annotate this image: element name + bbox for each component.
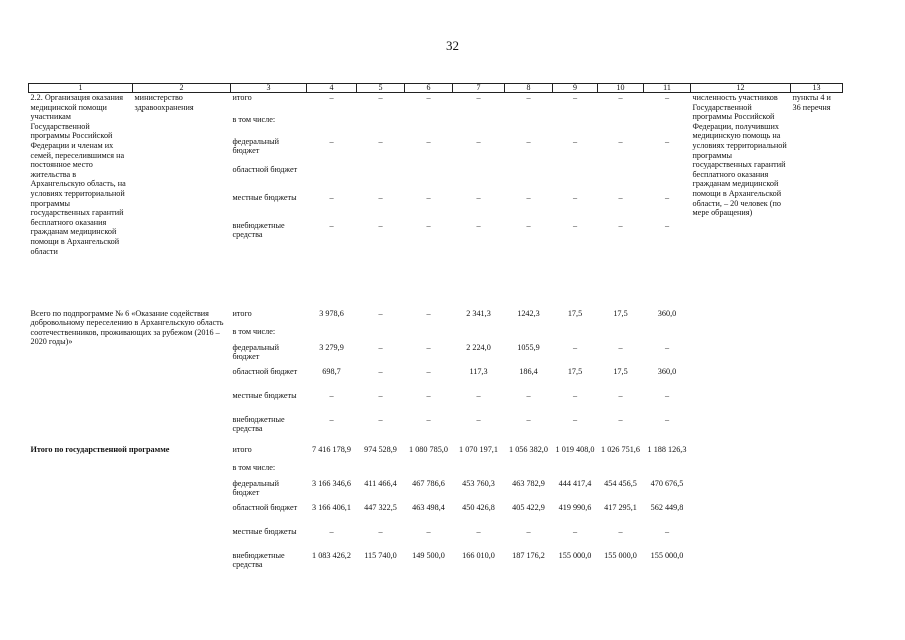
value-cell: – — [618, 414, 623, 424]
value-cell: – — [572, 342, 578, 352]
value-cell — [453, 115, 505, 137]
value-cell: 155 000,0 — [558, 550, 592, 560]
value-cell: – — [664, 342, 670, 352]
value-cell: 1 026 751,6 — [601, 444, 640, 454]
value-cell: 470 676,5 — [650, 478, 684, 488]
value-cell: – — [426, 390, 431, 400]
value-cell: – — [426, 136, 431, 146]
value-cell — [307, 327, 357, 343]
program-name: Итого по государственной программе — [30, 444, 170, 454]
value-cell: 186,4 — [519, 366, 538, 376]
value-cell — [644, 463, 691, 479]
funding-source-label: итого — [232, 308, 252, 318]
value-cell: – — [378, 136, 383, 146]
value-cell: – — [378, 342, 383, 352]
funding-source-label: областной бюджет — [232, 164, 298, 174]
value-cell: 166 010,0 — [462, 550, 495, 560]
funding-source-label: местные бюджеты — [232, 526, 297, 536]
value-cell: – — [572, 220, 578, 230]
value-cell — [598, 165, 644, 193]
value-cell: – — [378, 192, 383, 202]
program-name: 2.2. Организация оказания медицинской помощи участникам Государственной программы Российской Федерации и членам их семей, переселившимся на постоянное место жительства в Архангельскую область, на условиях территориальной программы государственных гарантий бесплатного оказания гражданам медицинской помощи в Архангельской области — [30, 93, 126, 256]
value-cell — [357, 115, 405, 137]
value-cell: – — [618, 390, 623, 400]
value-cell: – — [329, 136, 334, 146]
value-cell — [453, 165, 505, 193]
value-cell: 405 422,9 — [512, 502, 545, 512]
value-cell: 155 000,0 — [604, 550, 637, 560]
value-cell — [644, 165, 691, 193]
value-cell: – — [618, 192, 623, 202]
value-cell: 454 456,5 — [604, 478, 637, 488]
value-cell: 1 080 785,0 — [409, 444, 448, 454]
value-cell: – — [664, 136, 670, 146]
value-cell — [598, 115, 644, 137]
value-cell: – — [426, 308, 431, 318]
column-header: 2 — [133, 84, 231, 93]
value-cell — [453, 327, 505, 343]
value-cell: – — [378, 390, 383, 400]
value-cell: – — [526, 526, 531, 536]
value-cell: – — [572, 93, 578, 102]
column-header: 5 — [357, 84, 405, 93]
target-indicator: численность участников Государственной программы Российской Федерации, получивших медицинскую помощь на условиях территориальной программы государственных гарантий бесплатного оказания гражданам медицинской помощи в Архангельской области, – 20 человек (по мере обращения) — [692, 93, 787, 218]
column-header: 1 — [29, 84, 133, 93]
value-cell: 447 322,5 — [364, 502, 397, 512]
funding-source-label: областной бюджет — [232, 366, 298, 376]
value-cell — [598, 463, 644, 479]
funding-source-label: внебюджетные средства — [232, 220, 285, 240]
value-cell: 444 417,4 — [558, 478, 592, 488]
funding-source-label: в том числе: — [232, 114, 276, 124]
value-cell: – — [426, 366, 431, 376]
value-cell: – — [476, 390, 481, 400]
value-cell: 411 466,4 — [364, 478, 397, 488]
value-cell: – — [378, 93, 383, 102]
value-cell: – — [664, 414, 670, 424]
value-cell — [307, 115, 357, 137]
value-cell: 17,5 — [613, 366, 628, 376]
value-cell: – — [426, 192, 431, 202]
column-header: 10 — [598, 84, 644, 93]
executor: министерство здравоохранения — [134, 93, 194, 112]
value-cell: – — [572, 192, 578, 202]
target-indicator — [691, 439, 791, 575]
value-cell: – — [664, 220, 670, 230]
value-cell: 117,3 — [469, 366, 488, 376]
value-cell: 562 449,8 — [650, 502, 684, 512]
value-cell: – — [426, 526, 431, 536]
funding-source-label: внебюджетные средства — [232, 414, 285, 434]
value-cell: – — [526, 414, 531, 424]
value-cell: 3 279,9 — [319, 342, 344, 352]
value-cell: – — [664, 192, 670, 202]
value-cell — [357, 327, 405, 343]
value-cell: 419 990,6 — [558, 502, 592, 512]
value-cell — [453, 463, 505, 479]
value-cell — [357, 165, 405, 193]
reference — [791, 439, 843, 575]
column-header: 3 — [231, 84, 307, 93]
value-cell: 1242,3 — [517, 308, 540, 318]
value-cell: 1055,9 — [517, 342, 540, 352]
value-cell: 1 019 408,0 — [555, 444, 595, 454]
value-cell — [405, 327, 453, 343]
value-cell: 1 188 126,3 — [647, 444, 687, 454]
value-cell — [357, 463, 405, 479]
value-cell: – — [526, 136, 531, 146]
value-cell: – — [476, 414, 481, 424]
value-cell: 1 070 197,1 — [459, 444, 498, 454]
column-header: 12 — [691, 84, 791, 93]
value-cell: – — [329, 526, 334, 536]
value-cell: – — [664, 390, 670, 400]
value-cell — [553, 115, 598, 137]
value-cell — [505, 115, 553, 137]
value-cell: – — [329, 220, 334, 230]
funding-source-label: итого — [232, 93, 252, 102]
value-cell: – — [378, 414, 383, 424]
budget-table — [28, 83, 843, 575]
value-cell: – — [329, 414, 334, 424]
value-cell — [405, 115, 453, 137]
value-cell: 698,7 — [322, 366, 341, 376]
value-cell: – — [378, 366, 383, 376]
value-cell: 360,0 — [657, 366, 677, 376]
value-cell: – — [526, 192, 531, 202]
value-cell: – — [572, 390, 578, 400]
value-cell: 187 176,2 — [512, 550, 545, 560]
value-cell: 155 000,0 — [650, 550, 684, 560]
value-cell — [553, 165, 598, 193]
value-cell: – — [426, 342, 431, 352]
funding-source-label: местные бюджеты — [232, 192, 297, 202]
value-cell: – — [476, 526, 481, 536]
column-header: 9 — [553, 84, 598, 93]
value-cell: 3 166 346,6 — [312, 478, 351, 488]
funding-source-label: местные бюджеты — [232, 390, 297, 400]
column-header: 13 — [791, 84, 843, 93]
value-cell: 2 224,0 — [466, 342, 491, 352]
value-cell: – — [572, 136, 578, 146]
value-cell: – — [426, 93, 431, 102]
value-cell: – — [618, 93, 623, 102]
value-cell: – — [526, 93, 531, 102]
value-cell — [598, 327, 644, 343]
value-cell: 115 740,0 — [364, 550, 397, 560]
reference: пункты 4 и 36 перечня — [792, 93, 831, 112]
value-cell: – — [664, 526, 670, 536]
value-cell — [405, 463, 453, 479]
funding-source-label: в том числе: — [232, 462, 276, 472]
target-indicator — [691, 303, 791, 439]
value-cell: 17,5 — [567, 366, 583, 376]
value-cell: – — [426, 220, 431, 230]
value-cell: – — [572, 414, 578, 424]
value-cell: – — [476, 93, 481, 102]
value-cell: – — [329, 93, 334, 102]
program-name: Всего по подпрограмме № 6 «Оказание содействия добровольному переселению в Архангельскую область соотечественников, проживающих за рубежом (2016 – 2020 годы)» — [30, 308, 224, 347]
value-cell: – — [526, 220, 531, 230]
table-row — [29, 93, 843, 115]
value-cell: 149 500,0 — [412, 550, 445, 560]
page-number: 32 — [446, 38, 459, 53]
column-header: 7 — [453, 84, 505, 93]
value-cell — [505, 463, 553, 479]
funding-source-label: федеральный бюджет — [232, 478, 280, 498]
value-cell: – — [426, 414, 431, 424]
value-cell: 463 498,4 — [412, 502, 445, 512]
value-cell: 1 056 382,0 — [509, 444, 548, 454]
funding-source-label: федеральный бюджет — [232, 342, 280, 362]
value-cell: – — [378, 308, 383, 318]
value-cell: – — [476, 136, 481, 146]
value-cell: – — [378, 526, 383, 536]
value-cell: – — [378, 220, 383, 230]
value-cell — [505, 327, 553, 343]
table-row — [29, 303, 843, 327]
value-cell — [505, 165, 553, 193]
value-cell: 1 083 426,2 — [312, 550, 351, 560]
column-header: 6 — [405, 84, 453, 93]
value-cell: – — [618, 220, 623, 230]
value-cell: 360,0 — [657, 308, 677, 318]
value-cell — [307, 463, 357, 479]
value-cell — [644, 115, 691, 137]
value-cell — [644, 327, 691, 343]
value-cell: 2 341,3 — [466, 308, 491, 318]
value-cell: 7 416 178,9 — [312, 444, 351, 454]
funding-source-label: в том числе: — [232, 326, 276, 336]
value-cell: 463 782,9 — [512, 478, 545, 488]
value-cell: 3 978,6 — [319, 308, 344, 318]
column-header: 8 — [505, 84, 553, 93]
value-cell: 974 528,9 — [364, 444, 397, 454]
funding-source-label: внебюджетные средства — [232, 550, 285, 570]
value-cell: – — [572, 526, 578, 536]
value-cell: 417 295,1 — [604, 502, 637, 512]
value-cell: – — [476, 192, 481, 202]
funding-source-label: итого — [232, 444, 252, 454]
value-cell: 467 786,6 — [412, 478, 445, 488]
column-header: 11 — [644, 84, 691, 93]
value-cell: 3 166 406,1 — [312, 502, 351, 512]
value-cell: 17,5 — [567, 308, 583, 318]
value-cell: – — [618, 526, 623, 536]
value-cell: 453 760,3 — [462, 478, 495, 488]
value-cell — [405, 165, 453, 193]
value-cell: – — [329, 192, 334, 202]
value-cell: 450 426,8 — [462, 502, 495, 512]
column-header: 4 — [307, 84, 357, 93]
value-cell: – — [526, 390, 531, 400]
value-cell: – — [476, 220, 481, 230]
funding-source-label: областной бюджет — [232, 502, 298, 512]
value-cell: – — [618, 136, 623, 146]
value-cell — [553, 327, 598, 343]
value-cell: – — [618, 342, 623, 352]
value-cell — [307, 165, 357, 193]
column-header-row — [29, 84, 843, 93]
funding-source-label: федеральный бюджет — [232, 136, 280, 156]
table-row — [29, 439, 843, 463]
value-cell: 17,5 — [613, 308, 628, 318]
value-cell — [553, 463, 598, 479]
reference — [791, 303, 843, 439]
value-cell: – — [664, 93, 670, 102]
value-cell: – — [329, 390, 334, 400]
